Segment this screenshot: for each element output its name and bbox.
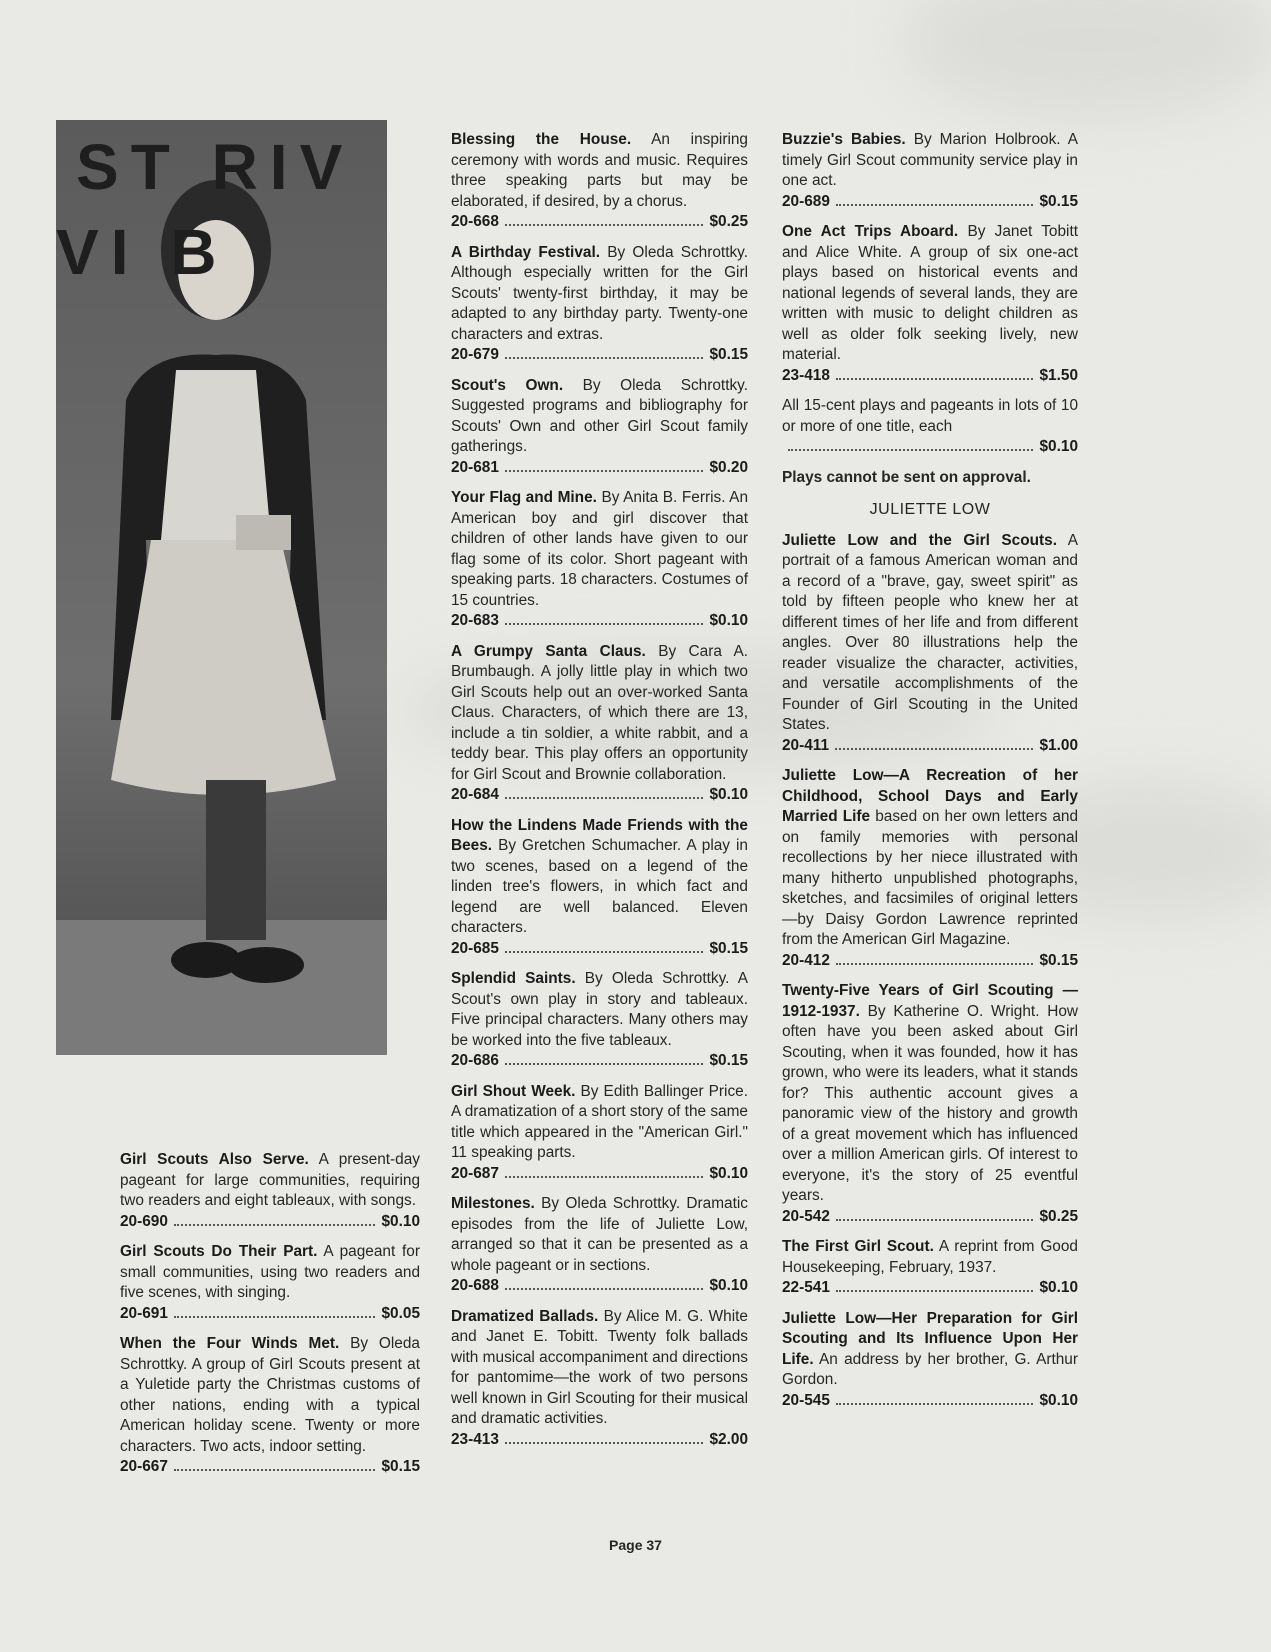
price-line: [451, 1051, 748, 1072]
catalog-entry: [451, 243, 748, 366]
price: $0.10: [381, 1212, 420, 1230]
price-line: [782, 437, 1078, 458]
dot-leader: [505, 1063, 704, 1065]
price-line: [451, 458, 748, 479]
dot-leader: [836, 1219, 1034, 1221]
catalog-entry: [782, 1237, 1078, 1299]
dot-leader: [174, 1224, 376, 1226]
catalog-entry: [782, 1309, 1078, 1412]
catalog-code: 20-685: [451, 939, 499, 957]
catalog-entry: [782, 396, 1078, 458]
price: $0.10: [709, 1164, 748, 1182]
entry-description: A portrait of a famous American woman and a record of a "brave, gay, sweet spirit" as told by fifteen people who knew her at different times of her life and from different angles. Over 80 illustrations help the reader visualize the character, activities, and versatile accomplishments of the Founder of Girl Scouting in the United States.: [782, 531, 1078, 733]
price-line: [451, 1164, 748, 1185]
price-line: [451, 345, 748, 366]
catalog-entry: [451, 488, 748, 632]
entry-description: By Alice M. G. White and Janet E. Tobitt. Twenty folk ballads with musical accompaniment and directions for pantomime—the work of two persons well known in Girl Scouting for their musical and dramatic activities.: [451, 1307, 748, 1427]
entry-description: By Oleda Schrottky. Dramatic episodes from the life of Juliette Low, arranged so that it can be presented as a whole pageant or in sections.: [451, 1195, 748, 1274]
entry-description: An inspiring ceremony with words and music. Requires three speaking parts but may be elaborated, if desired, by a chorus.: [451, 131, 748, 210]
dot-leader: [505, 357, 704, 359]
dot-leader: [788, 449, 1033, 451]
entry-title: A Birthday Festival.: [451, 243, 601, 261]
catalog-code: 20-411: [782, 736, 830, 754]
entry-title: Blessing the House.: [451, 131, 632, 148]
catalog-code: 20-684: [451, 786, 499, 803]
catalog-code: 20-542: [782, 1207, 830, 1225]
catalog-entry: [782, 981, 1078, 1227]
price: $0.15: [709, 346, 748, 363]
entry-title: Dramatized Ballads.: [451, 1307, 599, 1325]
entry-title: A Grumpy Santa Claus.: [451, 642, 646, 660]
dot-leader: [505, 1176, 704, 1178]
entry-description: An address by her brother, G. Arthur Gordon.: [782, 1350, 1078, 1388]
catalog-code: 20-687: [451, 1164, 499, 1182]
price-line: [782, 1391, 1078, 1412]
catalog-entry: [451, 376, 748, 479]
catalog-entry: [120, 1242, 420, 1324]
entry-description: All 15-cent plays and pageants in lots of 10 or more of one title, each: [782, 397, 1078, 435]
entry-title: Buzzie's Babies.: [782, 131, 906, 148]
dot-leader: [505, 1442, 704, 1444]
entry-title: Juliette Low—A Recreation of her Childhood, School Days and Early Married Life: [782, 767, 1078, 825]
price: $0.15: [1039, 192, 1078, 210]
price: $1.50: [1039, 366, 1078, 384]
entry-title: Juliette Low—Her Preparation for Girl Scouting and Its Influence Upon Her Life.: [782, 1309, 1078, 1368]
price: $1.00: [1039, 736, 1078, 754]
dot-leader: [505, 224, 704, 226]
price-line: [782, 951, 1078, 972]
entry-title: Girl Scouts Do Their Part.: [120, 1243, 318, 1260]
catalog-code: 23-413: [451, 1430, 499, 1448]
entry-description: By Katherine O. Wright. How often have you been asked about Girl Scouting, when it was founded, how it has grown, who were its leaders, what it stands for? This authentic account gives a panoramic view of the history and growth of a great movement which has influenced over a million American girls. Of interest to everyone, it's the story of 25 eventful years.: [782, 1002, 1079, 1204]
price: $0.10: [1039, 1391, 1078, 1409]
price-line: [451, 1276, 748, 1297]
catalog-code: 20-686: [451, 1052, 499, 1069]
entry-description: By Oleda Schrottky. Although especially written for the Girl Scouts' twenty-first birthday, it may be adapted to any birthday party. Twenty-one characters and extras.: [451, 243, 749, 343]
price: $0.10: [1039, 438, 1078, 455]
entry-description: A reprint from Good Housekeeping, February, 1937.: [782, 1238, 1078, 1276]
dot-leader: [505, 470, 704, 472]
entry-description: A present-day pageant for large communities, requiring two readers and eight tableaux, with songs.: [120, 1151, 420, 1209]
price: $0.10: [709, 786, 748, 803]
catalog-code: 20-690: [120, 1212, 168, 1230]
entry-title: Girl Scouts Also Serve.: [120, 1151, 309, 1168]
catalog-code: 22-541: [782, 1279, 830, 1296]
price-line: [451, 611, 748, 632]
catalog-entry: [782, 130, 1078, 212]
catalog-entry: [451, 1082, 748, 1185]
price: $0.15: [709, 1052, 748, 1069]
catalog-code: 20-691: [120, 1304, 168, 1322]
photo-sign-text: ST RIV: [76, 131, 355, 203]
price: $0.15: [709, 939, 748, 957]
dot-leader: [174, 1316, 376, 1318]
dot-leader: [835, 748, 1033, 750]
entry-description: By Oleda Schrottky. Suggested programs and bibliography for Scouts' Own and other Girl Scout family gatherings.: [451, 376, 749, 455]
entry-description: By Anita B. Ferris. An American boy and girl discover that children of other lands have given to our flag some of its color. Short pageant with speaking parts. 18 characters. Costumes of 15 countries.: [451, 489, 749, 609]
price: $0.15: [381, 1458, 420, 1475]
entry-description: By Oleda Schrottky. A Scout's own play in story and tableaux. Five principal characters. Many others may be worked into the five tableaux.: [451, 970, 748, 1049]
catalog-entry: [782, 531, 1078, 757]
catalog-entry: [451, 1307, 748, 1451]
dot-leader: [836, 963, 1034, 965]
catalog-entry: [451, 969, 748, 1072]
scan-smudge: [900, 0, 1271, 120]
price-line: [782, 192, 1078, 213]
entry-title: How the Lindens Made Friends with the Bees.: [451, 816, 748, 854]
dot-leader: [505, 623, 704, 625]
price: $0.25: [1039, 1207, 1078, 1225]
dot-leader: [505, 951, 704, 953]
entry-title: Twenty-Five Years of Girl Scouting — 1912-1937.: [782, 982, 1078, 1020]
photograph-girl-scout: [56, 120, 387, 1055]
catalog-code: 20-681: [451, 458, 499, 476]
entry-title: Scout's Own.: [451, 376, 564, 394]
catalog-entry: [782, 766, 1078, 971]
entry-description: based on her own letters and on family memories with personal recollections by her niece illustrated with many hitherto unpublished photographs, sketches, and facsimiles of original letters—by Daisy Gordon Lawrence reprinted from the American Girl Magazine.: [782, 808, 1078, 948]
entry-title: Splendid Saints.: [451, 970, 576, 987]
price-line: [782, 1278, 1078, 1299]
catalog-entry: [451, 816, 748, 960]
entry-title: Girl Shout Week.: [451, 1082, 576, 1100]
entry-description: By Oleda Schrottky. A group of Girl Scouts present at a Yuletide party the Christmas customs of other nations, ending with a typical American holiday scene. Twenty or more characters. Two acts, indoor setting.: [120, 1335, 420, 1455]
section-heading: JULIETTE LOW: [869, 501, 991, 518]
dot-leader: [836, 378, 1034, 380]
price-line: [782, 366, 1078, 387]
entry-description: By Gretchen Schumacher. A play in two scenes, based on a legend of the linden tree's flowers, in which fact and legend are well balanced. Eleven characters.: [451, 837, 748, 936]
price: $0.10: [709, 1277, 748, 1294]
entry-title: When the Four Winds Met.: [120, 1335, 340, 1352]
catalog-code: 20-689: [782, 192, 830, 210]
price: $2.00: [709, 1430, 748, 1448]
dot-leader: [836, 204, 1034, 206]
price-line: [120, 1457, 420, 1478]
column-left: [120, 1150, 420, 1488]
dot-leader: [505, 797, 704, 799]
price-line: [451, 212, 748, 233]
price-line: [451, 785, 748, 806]
catalog-code: 20-412: [782, 951, 830, 969]
price: $0.05: [381, 1304, 420, 1322]
notice-no-approval: Plays cannot be sent on approval.: [782, 468, 1031, 486]
catalog-code: 20-545: [782, 1391, 830, 1409]
column-right: [782, 130, 1078, 1421]
catalog-entry: [451, 130, 748, 233]
entry-title: The First Girl Scout.: [782, 1238, 934, 1255]
catalog-entry: [120, 1334, 420, 1478]
entry-title: One Act Trips Aboard.: [782, 223, 959, 240]
entry-title: Juliette Low and the Girl Scouts.: [782, 531, 1058, 549]
dot-leader: [836, 1290, 1034, 1292]
catalog-code: 20-679: [451, 346, 499, 363]
entry-description: By Cara A. Brumbaugh. A jolly little play in which two Girl Scouts help out an over-worked Santa Claus. Characters, of which there are 13, include a tin soldier, a white rabbit, and a teddy bear. This play offers an opportunity for Girl Scout and Brownie collaboration.: [451, 642, 748, 783]
price-line: [782, 736, 1078, 757]
catalog-entry: [782, 222, 1078, 386]
catalog-code: 23-418: [782, 366, 830, 384]
catalog-entry: [451, 1194, 748, 1297]
catalog-code: 20-688: [451, 1277, 499, 1294]
price-line: [451, 1430, 748, 1451]
photo-sign-text-2: VI B: [56, 216, 229, 288]
catalog-code: 20-668: [451, 213, 499, 230]
price: $0.20: [709, 458, 748, 476]
entry-description: By Edith Ballinger Price. A dramatization of a short story of the same title which appeared in the "American Girl." 11 speaking parts.: [451, 1082, 748, 1161]
catalog-entry: [451, 642, 748, 806]
catalog-code: 20-683: [451, 612, 499, 629]
entry-title: Your Flag and Mine.: [451, 489, 597, 506]
entry-description: By Marion Holbrook. A timely Girl Scout community service play in one act.: [782, 131, 1079, 189]
entry-title: Milestones.: [451, 1195, 535, 1212]
price-line: [782, 1207, 1078, 1228]
catalog-code: 20-667: [120, 1458, 168, 1475]
entry-description: A pageant for small communities, using two readers and five scenes, with singing.: [120, 1243, 420, 1301]
price: $0.10: [1039, 1279, 1078, 1296]
price-line: [120, 1212, 420, 1233]
dot-leader: [174, 1469, 376, 1471]
column-middle: [451, 130, 748, 1460]
price: $0.25: [709, 213, 748, 230]
price: $0.15: [1039, 951, 1078, 969]
entry-description: By Janet Tobitt and Alice White. A group of six one-act plays based on historical events and national legends of several lands, they are written with music to delight children as well as older folk seeking lively, new material.: [782, 223, 1079, 363]
dot-leader: [505, 1288, 704, 1290]
dot-leader: [836, 1403, 1034, 1405]
price-line: [451, 939, 748, 960]
price-line: [120, 1304, 420, 1325]
catalog-entry: [120, 1150, 420, 1232]
price: $0.10: [709, 612, 748, 629]
page-number: Page 37: [609, 1537, 662, 1553]
